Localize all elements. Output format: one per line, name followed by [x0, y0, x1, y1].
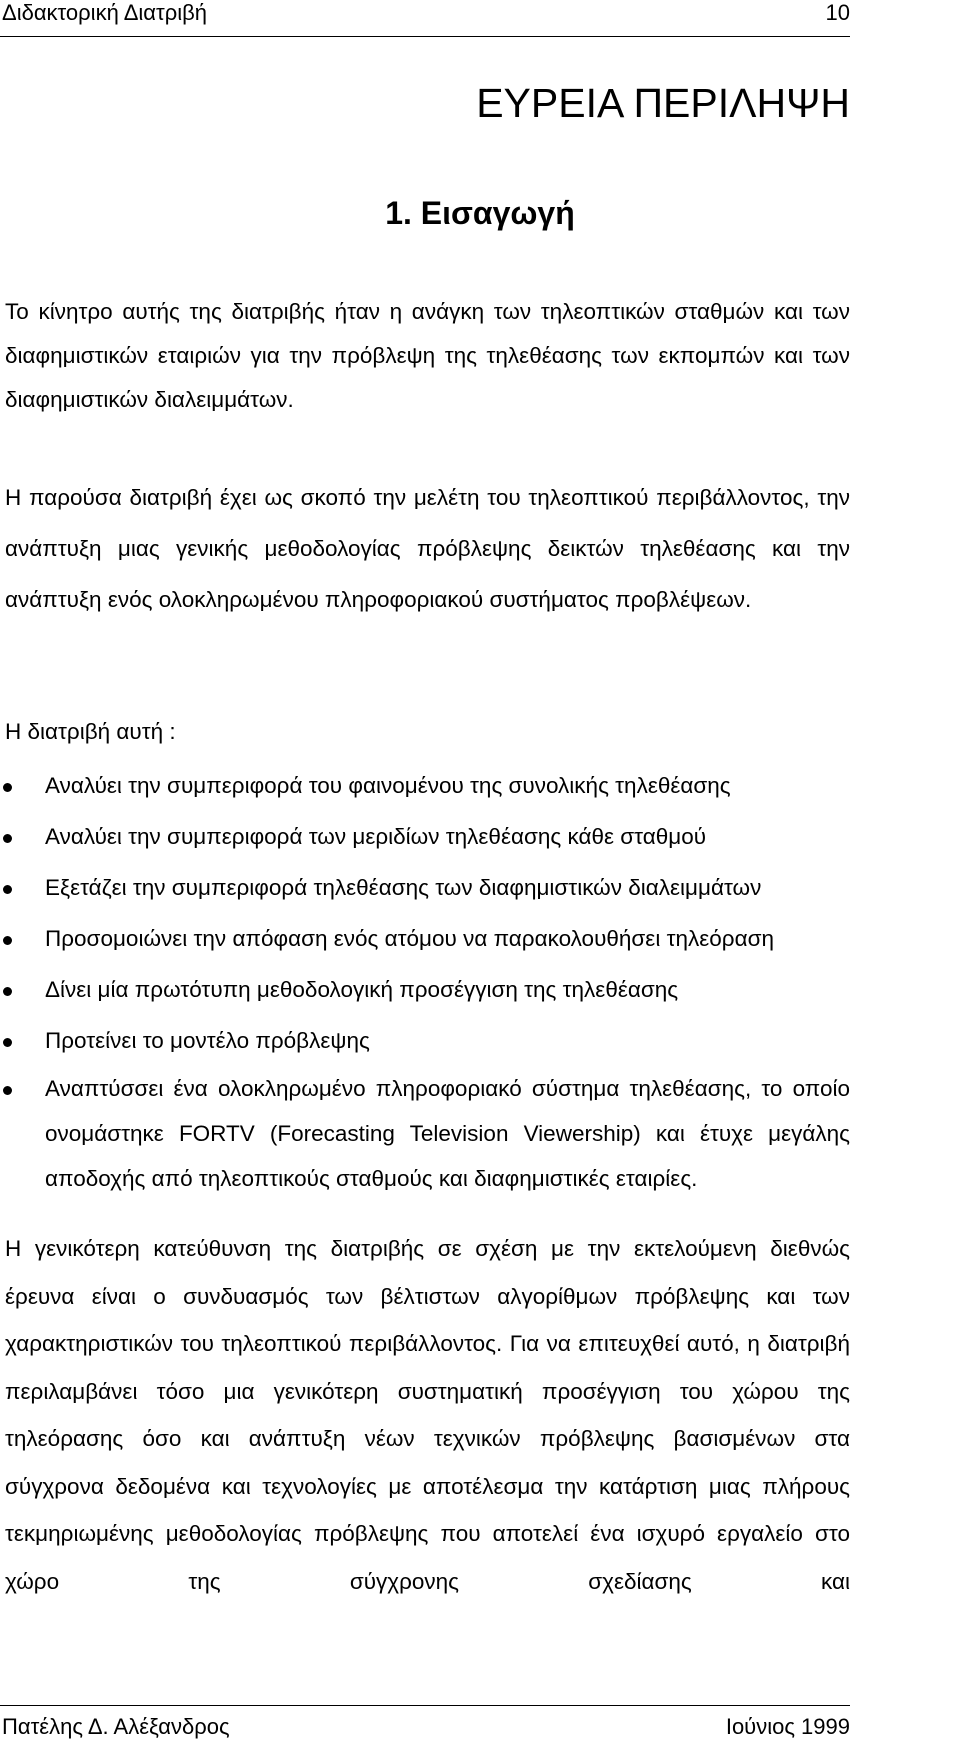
paragraph-list-intro: Η διατριβή αυτή :	[5, 719, 176, 744]
list-item	[0, 964, 850, 1015]
footer-author: Πατέλης Δ. Αλέξανδρος	[2, 1714, 230, 1739]
list-item	[0, 913, 850, 964]
header-document-type: Διδακτορική Διατριβή	[2, 0, 207, 25]
bullet-icon	[3, 936, 12, 945]
page-header	[0, 0, 850, 37]
contributions-list	[0, 760, 850, 1201]
footer-date: Ιούνιος 1999	[725, 1714, 850, 1739]
list-item-text: Προσομοιώνει την απόφαση ενός ατόμου να παρακολουθήσει τηλεόραση	[45, 926, 774, 951]
bullet-icon	[3, 783, 12, 792]
page-title: ΕΥΡΕΙΑ ΠΕΡΙΛΗΨΗ	[476, 80, 850, 126]
section-heading: 1. Εισαγωγή	[385, 195, 575, 231]
list-item-text: Αναλύει την συμπεριφορά του φαινομένου της συνολικής τηλεθέασης	[45, 773, 731, 798]
list-item	[0, 862, 850, 913]
bullet-icon	[3, 834, 12, 843]
page-footer	[0, 1705, 850, 1746]
paragraph-motivation: Το κίνητρο αυτής της διατριβής ήταν η ανάγκη των τηλεοπτικών σταθμών και των διαφημιστικών εταιριών για την πρόβλεψη της τηλεθέασης των εκπομπών και των διαφημιστικών διαλειμμάτων.	[5, 299, 850, 412]
list-item-text: Δίνει μία πρωτότυπη μεθοδολογική προσέγγιση της τηλεθέασης	[45, 977, 679, 1002]
list-item-text: Προτείνει το μοντέλο πρόβλεψης	[45, 1028, 370, 1053]
list-item	[0, 811, 850, 862]
list-item	[0, 1066, 850, 1201]
header-page-number: 10	[825, 0, 850, 25]
list-item	[0, 1015, 850, 1066]
paragraph-purpose: Η παρούσα διατριβή έχει ως σκοπό την μελέτη του τηλεοπτικού περιβάλλοντος, την ανάπτυξη μιας γενικής μεθοδολογίας πρόβλεψης δεικτών τηλεθέασης και την ανάπτυξη ενός ολοκληρωμένου πληροφοριακού συστήματος προβλέψεων.	[5, 485, 850, 612]
list-item	[0, 760, 850, 811]
bullet-icon	[3, 885, 12, 894]
bullet-icon	[3, 1086, 12, 1095]
list-item-text: Αναπτύσσει ένα ολοκληρωμένο πληροφοριακό σύστημα τηλεθέασης, το οποίο ονομάστηκε FORTV (Forecasting Television Viewership) και έτυχε μεγάλης αποδοχής από τηλεοπτικούς σταθμούς και διαφημιστικές εταιρίες.	[45, 1076, 850, 1191]
paragraph-direction: Η γενικότερη κατεύθυνση της διατριβής σε σχέση με την εκτελούμενη διεθνώς έρευνα είναι ο συνδυασμός των βέλτιστων αλγορίθμων πρόβλεψης και των χαρακτηριστικών του τηλεοπτικού περιβάλλοντος. Για να επιτευχθεί αυτό, η διατριβή περιλαμβάνει τόσο μια γενικότερη συστηματική προσέγγιση του χώρου της τηλεόρασης όσο και ανάπτυξη νέων τεχνικών πρόβλεψης βασισμένων στα σύγχρονα δεδομένα και τεχνολογίες με αποτέλεσμα την κατάρτιση μιας πλήρους τεκμηριωμένης μεθοδολογίας πρόβλεψης που αποτελεί ένα ισχυρό εργαλείο στο χώρο της σύγχρονης σχεδίασης και	[5, 1236, 850, 1594]
bullet-icon	[3, 987, 12, 996]
bullet-icon	[3, 1038, 12, 1047]
list-item-text: Εξετάζει την συμπεριφορά τηλεθέασης των διαφημιστικών διαλειμμάτων	[45, 875, 762, 900]
list-item-text: Αναλύει την συμπεριφορά των μεριδίων τηλεθέασης κάθε σταθμού	[45, 824, 707, 849]
